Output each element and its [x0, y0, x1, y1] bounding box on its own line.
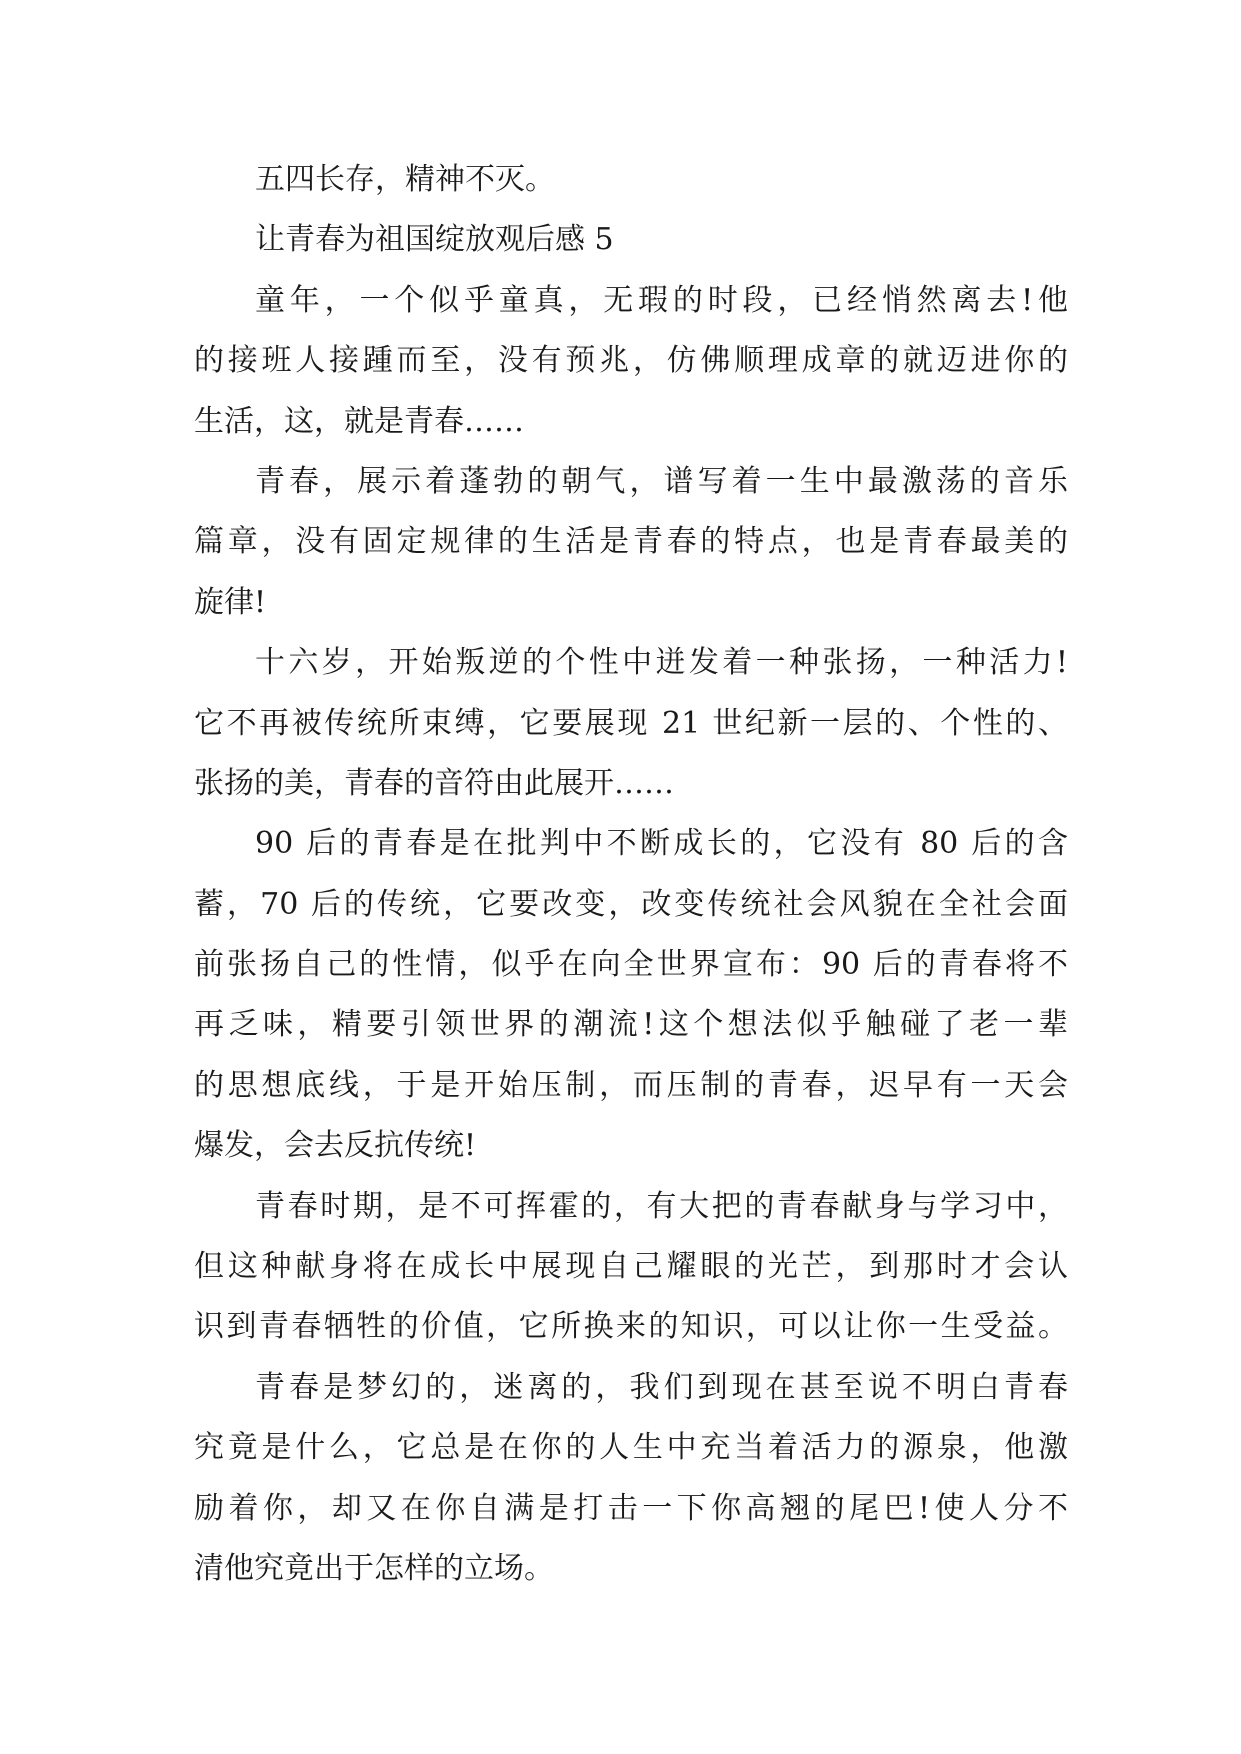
- text-line: 的接班人接踵而至，没有预兆，仿佛顺理成章的就迈进你的: [194, 343, 1068, 379]
- text-line: 它不再被传统所束缚，它要展现 21 世纪新一层的、个性的、: [194, 705, 1068, 741]
- text-line: 篇章，没有固定规律的生活是青春的特点，也是青春最美的: [194, 524, 1068, 560]
- text-line: 再乏味，精要引领世界的潮流!这个想法似乎触碰了老一辈: [194, 1007, 1068, 1043]
- text-line: 90 后的青春是在批判中不断成长的，它没有 80 后的含: [255, 826, 1068, 862]
- text-line: 前张扬自己的性情，似乎在向全世界宣布：90 后的青春将不: [194, 947, 1068, 983]
- text-line: 旋律!: [194, 584, 267, 620]
- text-line: 童年，一个似乎童真，无瑕的时段，已经悄然离去!他: [255, 282, 1068, 318]
- text-line: 青春，展示着蓬勃的朝气，谱写着一生中最激荡的音乐: [255, 463, 1068, 499]
- text-line: 识到青春牺牲的价值，它所换来的知识，可以让你一生受益。: [194, 1309, 1068, 1345]
- text-line: 究竟是什么，它总是在你的人生中充当着活力的源泉，他激: [194, 1430, 1068, 1466]
- text-line: 爆发，会去反抗传统!: [194, 1128, 477, 1164]
- text-line: 励着你，却又在你自满是打击一下你高翘的尾巴!使人分不: [194, 1490, 1068, 1526]
- text-line: 但这种献身将在成长中展现自己耀眼的光芒，到那时才会认: [194, 1249, 1068, 1285]
- text-line: 五四长存，精神不灭。: [255, 162, 555, 197]
- text-line: 张扬的美，青春的音符由此展开……: [194, 765, 674, 801]
- text-line: 蓄，70 后的传统，它要改变，改变传统社会风貌在全社会面: [194, 886, 1068, 922]
- text-line: 的思想底线，于是开始压制，而压制的青春，迟早有一天会: [194, 1067, 1068, 1103]
- text-line: 青春是梦幻的，迷离的，我们到现在甚至说不明白青春: [255, 1369, 1068, 1405]
- text-line: 让青春为祖国绽放观后感 5: [255, 222, 614, 258]
- document-body: [194, 150, 1068, 1599]
- text-line: 青春时期，是不可挥霍的，有大把的青春献身与学习中，: [255, 1188, 1068, 1224]
- text-line: 十六岁，开始叛逆的个性中迸发着一种张扬，一种活力!: [255, 645, 1068, 681]
- text-line: 生活，这，就是青春……: [194, 403, 524, 439]
- text-line: 清他究竟出于怎样的立场。: [194, 1550, 554, 1586]
